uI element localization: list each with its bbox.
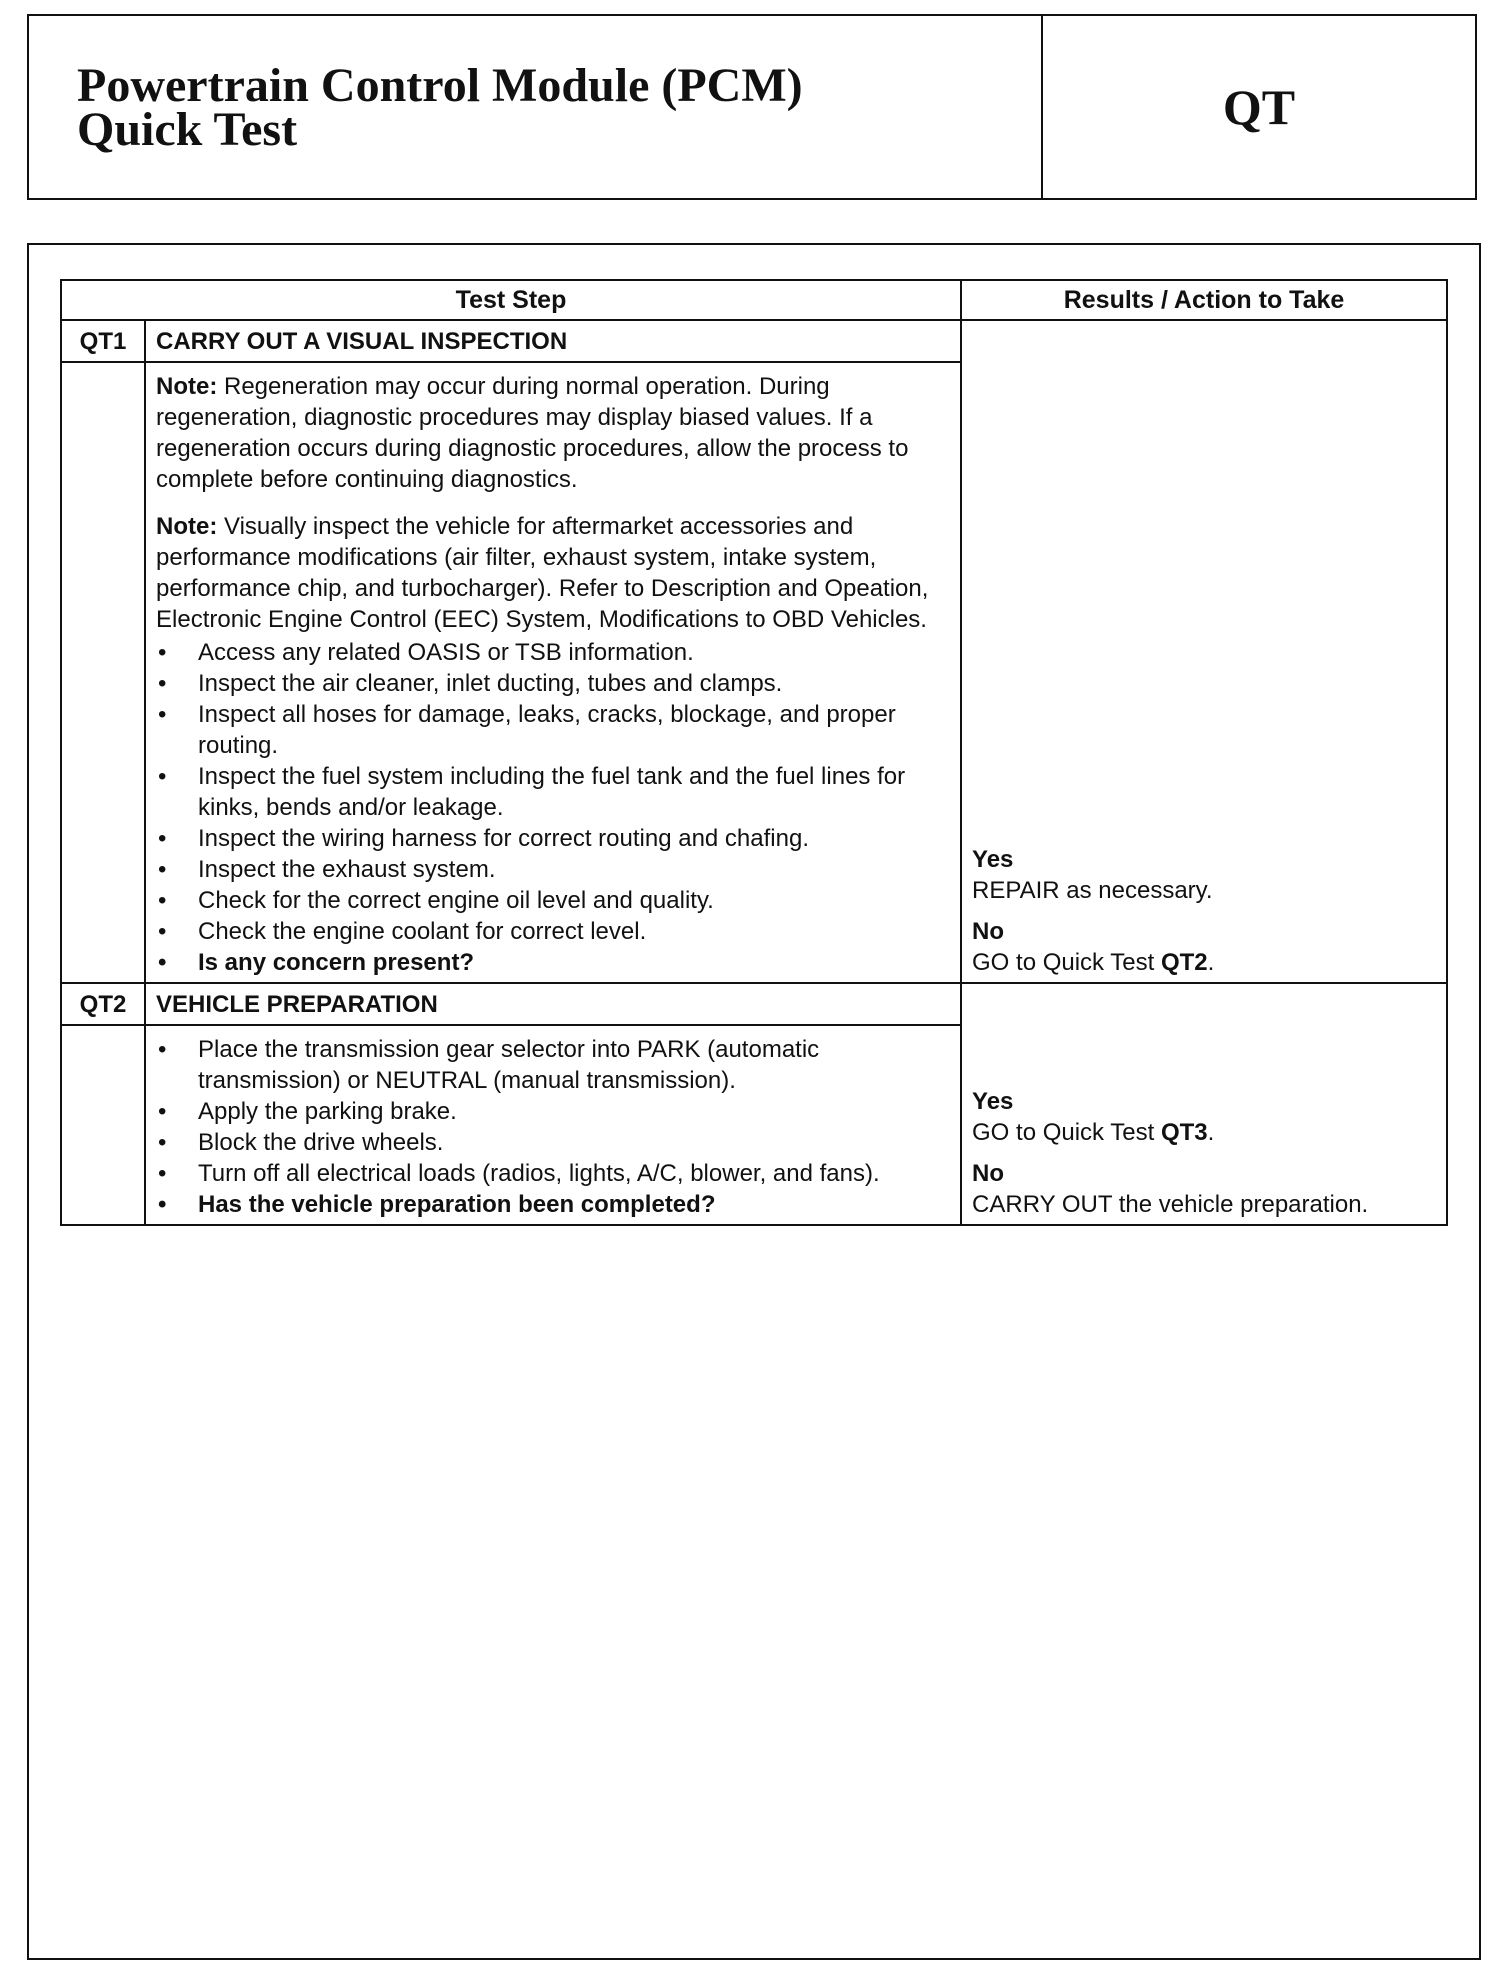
qt1-no-action-suffix: .	[1207, 949, 1215, 976]
qt2-yes-label: Yes	[972, 1088, 1014, 1115]
qt2-title: VEHICLE PREPARATION	[145, 983, 961, 1025]
qt2-results	[961, 983, 1447, 1225]
page-title-line1: Powertrain Control Module (PCM)	[77, 59, 803, 112]
qt2-title-row	[61, 983, 1447, 1025]
qt1-bullet-list	[156, 637, 930, 978]
qt2-yes-action-suffix: .	[1207, 1119, 1215, 1146]
qt1-title: CARRY OUT A VISUAL INSPECTION	[145, 320, 961, 362]
qt2-yes-action	[972, 1117, 1436, 1148]
bullet-icon: •	[158, 701, 167, 728]
qt1-note-2	[156, 511, 930, 635]
bullet-icon: •	[158, 1160, 167, 1187]
bullet-icon: •	[158, 1129, 167, 1156]
qt2-yes-action-prefix: GO to Quick Test	[972, 1119, 1161, 1146]
qt2-yes-block	[972, 1086, 1436, 1148]
column-header-results: Results / Action to Take	[961, 280, 1447, 320]
qt1-title-row	[61, 320, 1447, 362]
list-item: • Check for the correct engine oil level and quality.	[158, 887, 714, 914]
bullet-icon: •	[158, 670, 167, 697]
list-item: • Access any related OASIS or TSB information.	[158, 639, 694, 666]
qt1-note-1-label: Note:	[156, 373, 218, 400]
qt2-yes-action-ref: QT3	[1160, 1119, 1208, 1146]
list-item: • Turn off all electrical loads (radios, lights, A/C, blower, and fans).	[158, 1160, 880, 1187]
table-header-row	[61, 280, 1447, 320]
qt2-question: • Has the vehicle preparation been completed?	[158, 1191, 716, 1218]
list-item: • Block the drive wheels.	[158, 1129, 444, 1156]
qt1-no-action-prefix: GO to Quick Test	[972, 949, 1161, 976]
qt2-no-action: CARRY OUT the vehicle preparation.	[972, 1191, 1369, 1218]
quick-test-table	[60, 279, 1448, 1226]
qt1-yes-label: Yes	[972, 846, 1014, 873]
list-item: • Inspect all hoses for damage, leaks, cracks, blockage, and proper routing.	[158, 701, 896, 759]
qt1-body	[145, 362, 961, 983]
bullet-icon: •	[158, 949, 167, 976]
list-item: • Check the engine coolant for correct level.	[158, 918, 647, 945]
page-title	[77, 59, 1037, 156]
list-item: • Place the transmission gear selector into PARK (automatic transmission) or NEUTRAL (manual transmission).	[158, 1036, 820, 1094]
qt2-bullet-list	[156, 1034, 930, 1220]
qt2-body	[145, 1025, 961, 1225]
list-item: • Inspect the exhaust system.	[158, 856, 496, 883]
qt1-question: • Is any concern present?	[158, 949, 475, 976]
qt1-no-action-ref: QT2	[1160, 949, 1208, 976]
section-code: QT	[1222, 79, 1296, 135]
bullet-icon: •	[158, 825, 167, 852]
bullet-icon: •	[158, 1036, 167, 1063]
bullet-icon: •	[158, 1191, 167, 1218]
qt1-note-1	[156, 371, 930, 495]
qt1-yes-action: REPAIR as necessary.	[972, 877, 1213, 904]
qt1-note-1-text: Regeneration may occur during normal operation. During regeneration, diagnostic procedures may display biased values. If a regeneration occurs during diagnostic procedures, allow the process to complete before continuing diagnostics.	[156, 373, 909, 493]
column-header-test-step: Test Step	[61, 280, 961, 320]
qt1-no-label: No	[972, 918, 1005, 945]
qt2-code-blank	[61, 1025, 145, 1225]
list-item: • Inspect the wiring harness for correct routing and chafing.	[158, 825, 809, 852]
qt1-code: QT1	[61, 320, 145, 362]
bullet-icon: •	[158, 918, 167, 945]
qt1-no-action	[972, 947, 1436, 978]
header-box	[27, 14, 1477, 200]
list-item: • Apply the parking brake.	[158, 1098, 457, 1125]
qt2-no-block	[972, 1158, 1436, 1220]
qt1-results	[961, 320, 1447, 983]
bullet-icon: •	[158, 856, 167, 883]
qt2-no-label: No	[972, 1160, 1005, 1187]
bullet-icon: •	[158, 639, 167, 666]
list-item: • Inspect the air cleaner, inlet ducting, tubes and clamps.	[158, 670, 783, 697]
bullet-icon: •	[158, 1098, 167, 1125]
page-title-line2: Quick Test	[77, 103, 298, 156]
qt1-note-2-text: Visually inspect the vehicle for aftermarket accessories and performance modifications (air filter, exhaust system, intake system, performance chip, and turbocharger). Refer to Description and Opeation, Electronic Engine Control (EEC) System, Modifications to OBD Vehicles.	[156, 513, 929, 633]
qt1-note-2-label: Note:	[156, 513, 218, 540]
list-item: • Inspect the fuel system including the fuel tank and the fuel lines for kinks, bends and/or leakage.	[158, 763, 906, 821]
qt1-code-blank	[61, 362, 145, 983]
qt2-code: QT2	[61, 983, 145, 1025]
qt1-yes-block	[972, 844, 1436, 906]
bullet-icon: •	[158, 887, 167, 914]
bullet-icon: •	[158, 763, 167, 790]
qt1-no-block	[972, 916, 1436, 978]
